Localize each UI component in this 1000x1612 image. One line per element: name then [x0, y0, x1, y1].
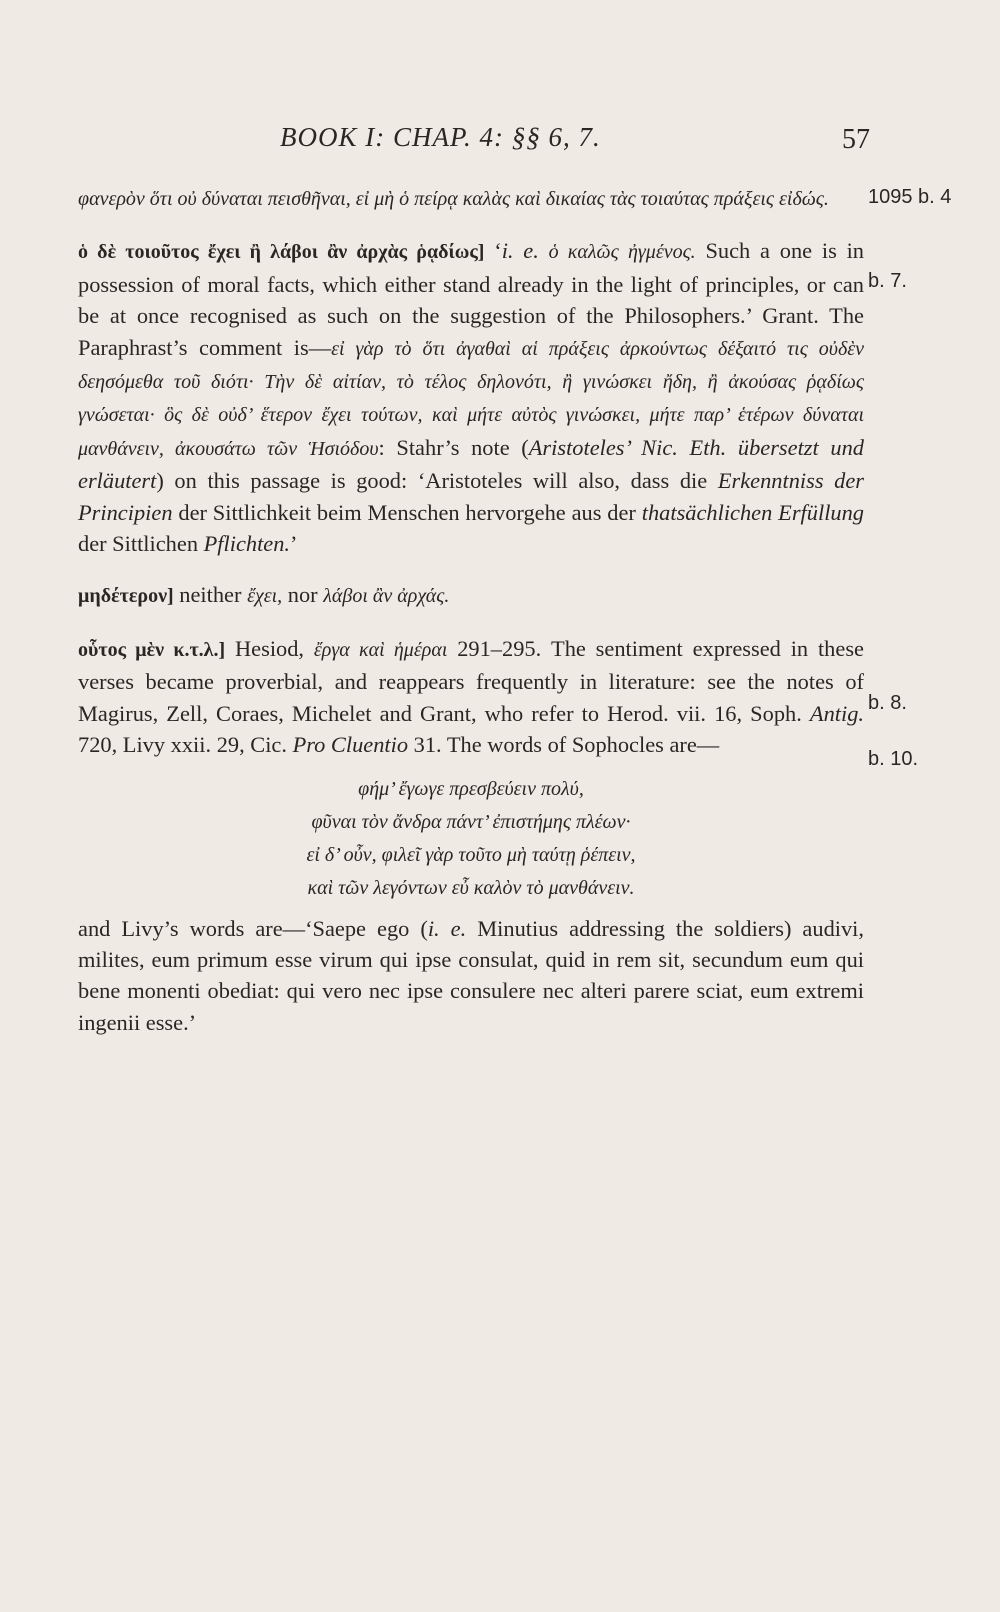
margin-reference: b. 10. [868, 748, 919, 770]
text: 720, Livy xxii. 29, Cic. [78, 732, 293, 758]
paragraph [78, 579, 864, 612]
text: Such a one is in possession of moral facts, which either stand already in the light of principles, or can be at once recognised as such on the suggestion of the Philosophers.’ Grant. The Paraphrast’s comment is— [78, 238, 864, 360]
italic-text: Pro Cluentio [292, 732, 409, 758]
paragraph [78, 913, 864, 1039]
page-body [78, 182, 864, 1038]
paragraph [78, 633, 864, 761]
verse-line: φῦναι τὸν ἄνδρα πάντ’ ἐπιστήμης πλέων· [311, 810, 631, 833]
text: ’ [290, 531, 298, 557]
lemma: μηδέτερον] [78, 585, 174, 608]
greek-text: φανερὸν ὅτι οὐ δύναται πεισθῆναι, εἰ μὴ ὁ πείρᾳ καλὰς καὶ δικαίας τὰς τοιαύτας πράξεις εἰδώς. [78, 188, 829, 210]
greek-text: λάβοι ἂν ἀρχάς. [323, 585, 450, 608]
greek-text: ὁ καλῶς ἠγμένος. [548, 241, 696, 264]
text: ‘ [484, 238, 502, 264]
italic-text: Erkenntniss der Principien [78, 468, 864, 525]
greek-text: εἰ γὰρ τὸ ὅτι ἀγαθαὶ αἱ πράξεις ἀρκούντως δέξαιτό τις οὐδὲν δεησόμεθα τοῦ διότι· Τὴν δὲ αἰτίαν, τὸ τέλος δηλονότι, ἢ γινώσκει ἤδη, ἢ ἀκούσας ῥᾳδίως γνώσεται· ὃς δὲ οὐδ’ ἕτερον ἔχει τούτων, καὶ μήτε αὐτὸς γινώσκει, μήτε παρ’ ἑτέρων δύναται μανθάνειν, ἀκουσάτω τῶν Ἡσιόδου [78, 337, 864, 460]
text: Minutius addressing the soldiers) audivi, milites, eum primum esse virum qui ipse consulat, quid in rem sit, secundum eum qui bene monenti obediat: qui vero nec ipse consulere nec alteri parere sciat, eum extremi ingenii esse.’ [78, 915, 864, 1035]
running-head: BOOK I: CHAP. 4: §§ 6, 7. [280, 122, 601, 152]
text: ) on this passage is good: ‘Aristoteles will also, dass die [156, 468, 718, 494]
italic-text: i. e. [427, 915, 467, 941]
italic-text: Antig. [809, 700, 864, 726]
greek-text: ἔχει, [247, 585, 283, 608]
paragraph [78, 182, 864, 215]
margin-reference: 1095 b. 4 [868, 186, 952, 208]
text: 31. The words of Sophocles are— [408, 732, 720, 758]
verse-line: φήμ’ ἔγωγε πρεσβεύειν πολύ, [358, 777, 584, 800]
margin-reference: b. 7. [868, 270, 907, 292]
italic-text: thatsächlichen Erfüllung [641, 499, 865, 525]
text: and Livy’s words are—‘Saepe ego ( [78, 915, 428, 941]
verse-line: καὶ τῶν λεγόντων εὖ καλὸν τὸ μανθάνειν. [307, 876, 635, 899]
text: der Sittlichen [78, 531, 204, 557]
italic-text: Aristoteles’ Nic. Eth. übersetzt und erläutert [78, 434, 864, 494]
verse-quotation [78, 773, 864, 905]
text: der Sittlichkeit beim Menschen hervorgehe aus der [172, 499, 642, 525]
verse-line: εἰ δ’ οὖν, φιλεῖ γὰρ τοῦτο μὴ ταύτῃ ῥέπειν, [306, 843, 636, 866]
paragraph [78, 235, 864, 559]
text: nor [282, 582, 324, 608]
page-header [80, 122, 870, 162]
text: : Stahr’s note ( [378, 434, 529, 460]
margin-reference: b. 8. [868, 692, 907, 714]
text: Hesiod, [225, 635, 314, 661]
text: neither [173, 582, 248, 608]
italic-text: i. e. [501, 238, 539, 264]
text [539, 238, 549, 263]
italic-text: Pflichten. [203, 531, 291, 557]
text: 291–295. The sentiment expressed in these verses became proverbial, and reappears frequently in literature: see the notes of Magirus, Zell, Coraes, Michelet and Grant, who refer to Herod. vii. 16, Soph. [78, 635, 864, 726]
page-number: 57 [842, 124, 870, 155]
lemma: οὗτος μὲν κ.τ.λ.] [78, 638, 226, 661]
greek-text: ἔργα καὶ ἡμέραι [313, 638, 448, 661]
lemma: ὁ δὲ τοιοῦτος ἔχει ἢ λάβοι ἂν ἀρχὰς ῥᾳδίως] [78, 241, 485, 264]
